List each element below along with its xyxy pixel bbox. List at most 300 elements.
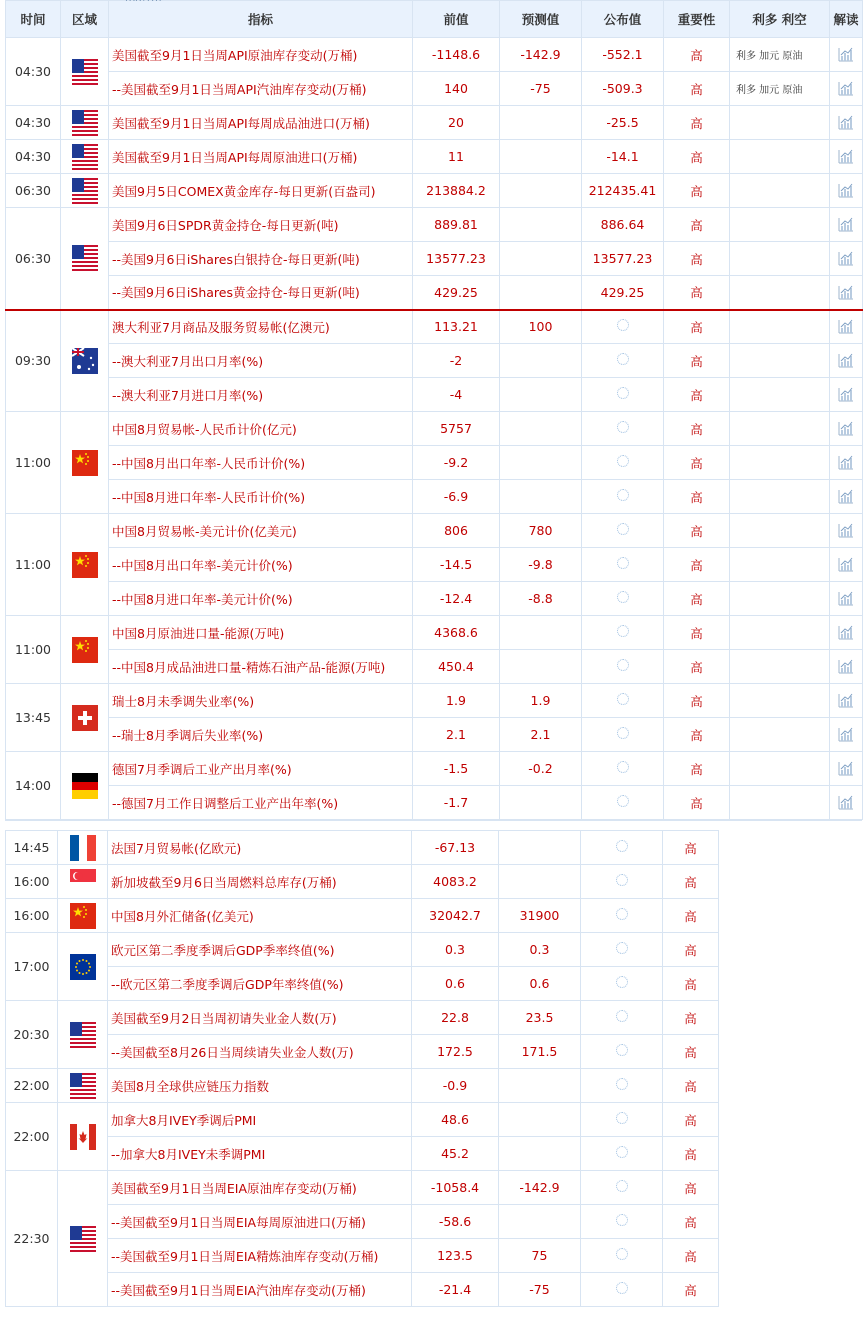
forecast-value: 780 <box>500 514 582 548</box>
chart-analysis-icon[interactable] <box>838 387 854 402</box>
analysis-cell[interactable] <box>830 276 863 310</box>
region-cell <box>58 1171 108 1307</box>
time-cell: 22:30 <box>6 1171 58 1307</box>
loading-spinner-icon <box>616 942 628 954</box>
region-cell <box>61 752 109 820</box>
indicator-name[interactable]: 美国截至9月1日当周API每周成品油进口(万桶) <box>109 106 413 140</box>
col-importance: 重要性 <box>664 1 730 38</box>
impact-text <box>730 650 830 684</box>
previous-value: -6.9 <box>413 480 500 514</box>
forecast-value <box>500 446 582 480</box>
region-cell <box>61 514 109 616</box>
us-flag-icon <box>70 1022 96 1048</box>
time-cell: 11:00 <box>6 514 61 616</box>
forecast-value: 2.1 <box>500 718 582 752</box>
analysis-cell[interactable] <box>830 208 863 242</box>
previous-value: 450.4 <box>413 650 500 684</box>
col-time: 时间 <box>6 1 61 38</box>
analysis-cell[interactable] <box>830 344 863 378</box>
forecast-value <box>499 1069 581 1103</box>
region-cell <box>58 865 108 899</box>
indicator-name[interactable]: 美国9月6日SPDR黄金持仓-每日更新(吨) <box>109 208 413 242</box>
actual-value <box>581 1137 663 1171</box>
forecast-value <box>500 276 582 310</box>
previous-value: 48.6 <box>412 1103 499 1137</box>
chart-analysis-icon[interactable] <box>838 421 854 436</box>
analysis-cell[interactable] <box>830 72 863 106</box>
us-flag-icon <box>72 245 98 271</box>
indicator-name[interactable]: --德国7月工作日调整后工业产出年率(%) <box>109 786 413 820</box>
chart-analysis-icon[interactable] <box>838 659 854 674</box>
analysis-cell[interactable] <box>830 480 863 514</box>
previous-value: -67.13 <box>412 831 499 865</box>
time-cell: 11:00 <box>6 616 61 684</box>
chart-analysis-icon[interactable] <box>838 217 854 232</box>
time-cell: 22:00 <box>6 1103 58 1171</box>
forecast-value: 0.6 <box>499 967 581 1001</box>
table-row <box>6 548 863 582</box>
loading-spinner-icon <box>617 455 629 467</box>
importance-badge: 高 <box>664 310 730 344</box>
forecast-value <box>499 1205 581 1239</box>
actual-value <box>581 1069 663 1103</box>
actual-value: -552.1 <box>582 38 664 72</box>
importance-badge: 高 <box>663 865 719 899</box>
loading-spinner-icon <box>617 795 629 807</box>
previous-value: 4083.2 <box>412 865 499 899</box>
forecast-value: 171.5 <box>499 1035 581 1069</box>
actual-value <box>581 1239 663 1273</box>
indicator-name[interactable]: --美国截至9月1日当周EIA汽油库存变动(万桶) <box>108 1273 412 1307</box>
table-row <box>6 242 863 276</box>
chart-analysis-icon[interactable] <box>838 557 854 572</box>
analysis-cell[interactable] <box>830 140 863 174</box>
indicator-name[interactable]: 美国9月5日COMEX黄金库存-每日更新(百盎司) <box>109 174 413 208</box>
analysis-cell[interactable] <box>830 582 863 616</box>
indicator-name[interactable]: 美国截至9月1日当周API每周原油进口(万桶) <box>109 140 413 174</box>
time-cell: 06:30 <box>6 174 61 208</box>
table-row <box>6 1035 719 1069</box>
forecast-value: 31900 <box>499 899 581 933</box>
indicator-name[interactable]: 美国截至9月1日当周EIA原油库存变动(万桶) <box>108 1171 412 1205</box>
table-row <box>6 276 863 310</box>
germany-flag-icon <box>72 773 98 799</box>
col-forecast: 预测值 <box>500 1 582 38</box>
previous-value: -2 <box>413 344 500 378</box>
time-cell: 16:00 <box>6 865 58 899</box>
previous-value: -12.4 <box>413 582 500 616</box>
china-flag-icon <box>72 552 98 578</box>
analysis-cell[interactable] <box>830 718 863 752</box>
indicator-name[interactable]: 中国8月贸易帐-人民币计价(亿元) <box>109 412 413 446</box>
importance-badge: 高 <box>664 514 730 548</box>
region-cell <box>61 38 109 106</box>
indicator-name[interactable]: 法国7月贸易帐(亿欧元) <box>108 831 412 865</box>
importance-badge: 高 <box>663 1069 719 1103</box>
importance-badge: 高 <box>663 1239 719 1273</box>
time-cell: 04:30 <box>6 140 61 174</box>
importance-badge: 高 <box>663 1171 719 1205</box>
indicator-name[interactable]: --美国截至8月26日当周续请失业金人数(万) <box>108 1035 412 1069</box>
analysis-cell[interactable] <box>830 242 863 276</box>
previous-value: -14.5 <box>413 548 500 582</box>
analysis-cell[interactable] <box>830 684 863 718</box>
previous-value: 172.5 <box>412 1035 499 1069</box>
loading-spinner-icon <box>616 1078 628 1090</box>
chart-analysis-icon[interactable] <box>838 795 854 810</box>
forecast-value <box>500 378 582 412</box>
analysis-cell[interactable] <box>830 616 863 650</box>
indicator-name[interactable]: --中国8月进口年率-美元计价(%) <box>109 582 413 616</box>
indicator-name[interactable]: 德国7月季调后工业产出月率(%) <box>109 752 413 786</box>
forecast-value: -142.9 <box>500 38 582 72</box>
table-row <box>6 616 863 650</box>
table-row <box>6 650 863 684</box>
actual-value <box>582 548 664 582</box>
loading-spinner-icon <box>617 319 629 331</box>
loading-spinner-icon <box>617 489 629 501</box>
importance-badge: 高 <box>664 616 730 650</box>
impact-text <box>730 548 830 582</box>
previous-value: 2.1 <box>413 718 500 752</box>
table-header <box>6 1 863 38</box>
actual-value <box>581 831 663 865</box>
indicator-name[interactable]: 瑞士8月未季调失业率(%) <box>109 684 413 718</box>
indicator-name[interactable]: 欧元区第二季度季调后GDP季率终值(%) <box>108 933 412 967</box>
analysis-cell[interactable] <box>830 514 863 548</box>
forecast-value: -75 <box>499 1273 581 1307</box>
forecast-value <box>500 786 582 820</box>
indicator-name[interactable]: --美国截至9月1日当周EIA每周原油进口(万桶) <box>108 1205 412 1239</box>
indicator-name[interactable]: 澳大利亚7月商品及服务贸易帐(亿澳元) <box>109 310 413 344</box>
indicator-name[interactable]: --中国8月出口年率-美元计价(%) <box>109 548 413 582</box>
analysis-cell[interactable] <box>830 310 863 344</box>
table-row <box>6 752 863 786</box>
us-flag-icon <box>72 178 98 204</box>
impact-text <box>730 786 830 820</box>
actual-value <box>581 865 663 899</box>
previous-value: 213884.2 <box>413 174 500 208</box>
analysis-cell[interactable] <box>830 378 863 412</box>
loading-spinner-icon <box>617 523 629 535</box>
importance-badge: 高 <box>664 344 730 378</box>
importance-badge: 高 <box>664 38 730 72</box>
indicator-name[interactable]: --澳大利亚7月出口月率(%) <box>109 344 413 378</box>
previous-value: -9.2 <box>413 446 500 480</box>
indicator-name[interactable]: --美国9月6日iShares白银持仓-每日更新(吨) <box>109 242 413 276</box>
importance-badge: 高 <box>664 480 730 514</box>
impact-text <box>730 412 830 446</box>
actual-value <box>582 446 664 480</box>
time-cell: 04:30 <box>6 106 61 140</box>
forecast-value <box>500 242 582 276</box>
time-cell: 17:00 <box>6 933 58 1001</box>
region-cell <box>61 616 109 684</box>
region-cell <box>61 106 109 140</box>
importance-badge: 高 <box>663 1035 719 1069</box>
previous-value: 140 <box>413 72 500 106</box>
region-cell <box>61 174 109 208</box>
chart-analysis-icon[interactable] <box>838 727 854 742</box>
actual-value <box>582 514 664 548</box>
importance-badge: 高 <box>663 1001 719 1035</box>
importance-badge: 高 <box>663 831 719 865</box>
time-cell: 11:00 <box>6 412 61 514</box>
time-cell: 20:30 <box>6 1001 58 1069</box>
chart-analysis-icon[interactable] <box>838 319 854 334</box>
forecast-value <box>500 174 582 208</box>
analysis-cell[interactable] <box>830 106 863 140</box>
actual-value <box>582 616 664 650</box>
indicator-name[interactable]: 加拿大8月IVEY季调后PMI <box>108 1103 412 1137</box>
loading-spinner-icon <box>617 591 629 603</box>
chart-analysis-icon[interactable] <box>838 251 854 266</box>
singapore-flag-icon <box>70 869 96 895</box>
chart-analysis-icon[interactable] <box>838 591 854 606</box>
chart-analysis-icon[interactable] <box>838 625 854 640</box>
importance-badge: 高 <box>663 1103 719 1137</box>
previous-value: 123.5 <box>412 1239 499 1273</box>
chart-analysis-icon[interactable] <box>838 455 854 470</box>
actual-value <box>581 899 663 933</box>
forecast-value: -8.8 <box>500 582 582 616</box>
time-cell: 09:30 <box>6 310 61 412</box>
loading-spinner-icon <box>616 1112 628 1124</box>
china-flag-icon <box>72 637 98 663</box>
analysis-cell[interactable] <box>830 650 863 684</box>
table-row <box>6 1137 719 1171</box>
region-cell <box>58 899 108 933</box>
importance-badge: 高 <box>664 174 730 208</box>
loading-spinner-icon <box>616 1180 628 1192</box>
importance-badge: 高 <box>663 1137 719 1171</box>
importance-badge: 高 <box>664 412 730 446</box>
actual-value <box>582 650 664 684</box>
previous-value: 0.3 <box>412 933 499 967</box>
indicator-name[interactable]: 美国截至9月2日当周初请失业金人数(万) <box>108 1001 412 1035</box>
previous-value: -58.6 <box>412 1205 499 1239</box>
col-region: 区域 <box>61 1 109 38</box>
analysis-cell[interactable] <box>830 174 863 208</box>
actual-value <box>582 684 664 718</box>
actual-value <box>581 1103 663 1137</box>
table-row <box>6 1171 719 1205</box>
loading-spinner-icon <box>616 908 628 920</box>
importance-badge: 高 <box>664 684 730 718</box>
previous-value: 113.21 <box>413 310 500 344</box>
australia-flag-icon <box>72 348 98 374</box>
importance-badge: 高 <box>664 582 730 616</box>
indicator-name[interactable]: --加拿大8月IVEY未季调PMI <box>108 1137 412 1171</box>
analysis-cell[interactable] <box>830 786 863 820</box>
impact-text <box>730 140 830 174</box>
table-row <box>6 865 719 899</box>
table-row <box>6 1273 719 1307</box>
previous-value: -0.9 <box>412 1069 499 1103</box>
indicator-name[interactable]: 中国8月贸易帐-美元计价(亿美元) <box>109 514 413 548</box>
actual-value <box>582 480 664 514</box>
indicator-name[interactable]: --美国截至9月1日当周EIA精炼油库存变动(万桶) <box>108 1239 412 1273</box>
previous-value: 32042.7 <box>412 899 499 933</box>
importance-badge: 高 <box>664 378 730 412</box>
forecast-value <box>499 1137 581 1171</box>
region-cell <box>58 933 108 1001</box>
actual-value: -25.5 <box>582 106 664 140</box>
chart-analysis-icon[interactable] <box>838 693 854 708</box>
region-cell <box>61 412 109 514</box>
loading-spinner-icon <box>617 387 629 399</box>
table-row <box>6 106 863 140</box>
analysis-cell[interactable] <box>830 412 863 446</box>
indicator-name[interactable]: 新加坡截至9月6日当周燃料总库存(万桶) <box>108 865 412 899</box>
table-row <box>6 38 863 72</box>
previous-value: -1148.6 <box>413 38 500 72</box>
previous-value: -1058.4 <box>412 1171 499 1205</box>
indicator-name[interactable]: --中国8月成品油进口量-精炼石油产品-能源(万吨) <box>109 650 413 684</box>
region-cell <box>58 1001 108 1069</box>
table-row <box>6 1001 719 1035</box>
table-row <box>6 378 863 412</box>
france-flag-icon <box>70 835 96 861</box>
importance-badge: 高 <box>663 1273 719 1307</box>
region-cell <box>61 684 109 752</box>
loading-spinner-icon <box>617 727 629 739</box>
actual-value <box>581 1035 663 1069</box>
indicator-name[interactable]: --欧元区第二季度季调后GDP年率终值(%) <box>108 967 412 1001</box>
indicator-name[interactable]: --瑞士8月季调后失业率(%) <box>109 718 413 752</box>
chart-analysis-icon[interactable] <box>838 523 854 538</box>
time-cell: 16:00 <box>6 899 58 933</box>
indicator-name[interactable]: --美国截至9月1日当周API汽油库存变动(万桶) <box>109 72 413 106</box>
chart-analysis-icon[interactable] <box>838 761 854 776</box>
loading-spinner-icon <box>616 1044 628 1056</box>
indicator-name[interactable]: --中国8月进口年率-人民币计价(%) <box>109 480 413 514</box>
indicator-name[interactable]: --美国9月6日iShares黄金持仓-每日更新(吨) <box>109 276 413 310</box>
chart-analysis-icon[interactable] <box>838 353 854 368</box>
actual-value <box>582 344 664 378</box>
importance-badge: 高 <box>664 106 730 140</box>
impact-text <box>730 480 830 514</box>
loading-spinner-icon <box>617 421 629 433</box>
table-row <box>6 1205 719 1239</box>
chart-analysis-icon[interactable] <box>838 81 854 96</box>
impact-text <box>730 310 830 344</box>
chart-analysis-icon[interactable] <box>838 149 854 164</box>
chart-analysis-icon[interactable] <box>838 489 854 504</box>
col-indicator: 指标 <box>109 1 413 38</box>
forecast-value <box>500 480 582 514</box>
switzerland-flag-icon <box>72 705 98 731</box>
loading-spinner-icon <box>617 625 629 637</box>
region-cell <box>61 310 109 412</box>
previous-value: -1.5 <box>413 752 500 786</box>
actual-value <box>582 378 664 412</box>
indicator-name[interactable]: 中国8月原油进口量-能源(万吨) <box>109 616 413 650</box>
chart-analysis-icon[interactable] <box>838 285 854 300</box>
indicator-name[interactable]: 中国8月外汇储备(亿美元) <box>108 899 412 933</box>
importance-badge: 高 <box>664 140 730 174</box>
forecast-value: -142.9 <box>499 1171 581 1205</box>
forecast-value <box>499 865 581 899</box>
table-row <box>6 967 719 1001</box>
impact-text <box>730 446 830 480</box>
economic-calendar-table <box>5 0 863 820</box>
analysis-cell[interactable] <box>830 752 863 786</box>
loading-spinner-icon <box>617 693 629 705</box>
impact-text <box>730 344 830 378</box>
indicator-name[interactable]: --澳大利亚7月进口月率(%) <box>109 378 413 412</box>
previous-value: 1.9 <box>413 684 500 718</box>
importance-badge: 高 <box>664 752 730 786</box>
china-flag-icon <box>72 450 98 476</box>
impact-text <box>730 242 830 276</box>
table-row <box>6 1239 719 1273</box>
forecast-value <box>500 616 582 650</box>
time-cell: 14:45 <box>6 831 58 865</box>
indicator-name[interactable]: --中国8月出口年率-人民币计价(%) <box>109 446 413 480</box>
actual-value <box>581 1171 663 1205</box>
actual-value: 13577.23 <box>582 242 664 276</box>
analysis-cell[interactable] <box>830 446 863 480</box>
forecast-value: 75 <box>499 1239 581 1273</box>
table-row <box>6 72 863 106</box>
chart-analysis-icon[interactable] <box>838 183 854 198</box>
importance-badge: 高 <box>663 967 719 1001</box>
chart-analysis-icon[interactable] <box>838 47 854 62</box>
previous-value: -4 <box>413 378 500 412</box>
previous-value: -1.7 <box>413 786 500 820</box>
table-row <box>6 208 863 242</box>
table-row <box>6 831 719 865</box>
table-row <box>6 1103 719 1137</box>
table-row <box>6 344 863 378</box>
previous-value: 11 <box>413 140 500 174</box>
table-row <box>6 933 719 967</box>
indicator-name[interactable]: 美国8月全球供应链压力指数 <box>108 1069 412 1103</box>
chart-analysis-icon[interactable] <box>838 115 854 130</box>
loading-spinner-icon <box>617 557 629 569</box>
table-row <box>6 480 863 514</box>
forecast-value <box>500 106 582 140</box>
forecast-value: -0.2 <box>500 752 582 786</box>
loading-spinner-icon <box>617 761 629 773</box>
analysis-cell[interactable] <box>830 38 863 72</box>
table-row <box>6 582 863 616</box>
actual-value <box>581 933 663 967</box>
forecast-value <box>500 412 582 446</box>
eurozone-flag-icon <box>70 954 96 980</box>
forecast-value: -9.8 <box>500 548 582 582</box>
region-cell <box>61 208 109 310</box>
forecast-value <box>500 344 582 378</box>
region-cell <box>58 831 108 865</box>
impact-text <box>730 514 830 548</box>
importance-badge: 高 <box>664 650 730 684</box>
indicator-name[interactable]: 美国截至9月1日当周API原油库存变动(万桶) <box>109 38 413 72</box>
actual-value <box>582 718 664 752</box>
previous-value: 429.25 <box>413 276 500 310</box>
analysis-cell[interactable] <box>830 548 863 582</box>
forecast-value: -75 <box>500 72 582 106</box>
importance-badge: 高 <box>664 786 730 820</box>
table-row <box>6 140 863 174</box>
loading-spinner-icon <box>616 1282 628 1294</box>
impact-text <box>730 684 830 718</box>
loading-spinner-icon <box>616 840 628 852</box>
us-flag-icon <box>70 1226 96 1252</box>
previous-value: -21.4 <box>412 1273 499 1307</box>
previous-value: 889.81 <box>413 208 500 242</box>
